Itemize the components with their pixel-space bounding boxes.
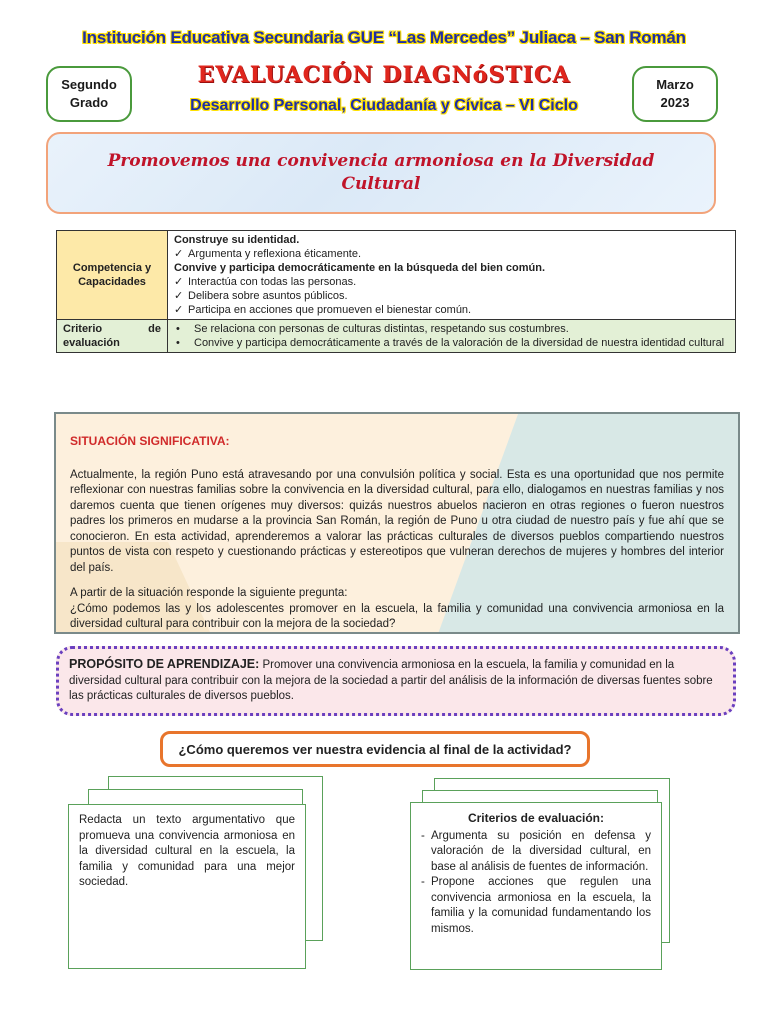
criteria-content xyxy=(168,320,736,353)
task-text: Redacta un texto argumentativo que promueva una convivencia armoniosa en la diversidad cultural en la escuela, la familia y comunidad para una mejor sociedad. xyxy=(79,814,295,888)
criterion-item xyxy=(174,336,729,350)
criterion-item xyxy=(174,322,729,336)
criteria-header-word: evaluación xyxy=(63,337,120,349)
capacity-text: Participa en acciones que promueven el bienestar común. xyxy=(188,304,472,316)
criteria-header xyxy=(57,320,168,353)
situation-box xyxy=(54,412,740,634)
subject-title: Desarrollo Personal, Ciudadanía y Cívica – VI Ciclo xyxy=(190,97,578,114)
capacity-text: Delibera sobre asuntos públicos. xyxy=(188,290,348,302)
check-icon: ✓ xyxy=(174,290,184,302)
learning-purpose-box xyxy=(56,646,736,716)
criteria-item xyxy=(421,829,651,876)
criterion-text: Convive y participa democráticamente a través de la valoración de la diversidad de nuestra identidad cultural xyxy=(194,337,725,349)
date-badge xyxy=(632,66,718,122)
criteria-item-text: Argumenta su posición en defensa y valoración de la diversidad cultural, en base al análisis de fuentes de información. xyxy=(431,829,651,873)
bullet-icon: • xyxy=(176,337,180,349)
check-icon: ✓ xyxy=(174,248,184,260)
capacity-item xyxy=(174,303,729,317)
criterion-text: Se relaciona con personas de culturas distintas, respetando sus costumbres. xyxy=(194,323,569,335)
dash-mark: - xyxy=(421,829,425,842)
competency-row xyxy=(57,231,736,320)
topic-banner xyxy=(46,132,716,214)
capacity-item xyxy=(174,275,729,289)
grade-line2: Grado xyxy=(69,95,109,110)
criteria-item-text: Propone acciones que regulen una convivencia armoniosa en la escuela, la familia y la comunidad fundamentando los mismos. xyxy=(431,876,651,935)
situation-prompt-text: A partir de la situación responde la siguiente pregunta: xyxy=(70,587,348,599)
capacity-item xyxy=(174,247,729,261)
criteria-card xyxy=(410,802,662,970)
situation-prompt xyxy=(70,586,724,633)
competency-content xyxy=(168,231,736,320)
criteria-paper-stack xyxy=(410,778,670,970)
purpose-label: PROPÓSITO DE APRENDIZAJE: xyxy=(69,657,260,671)
capacity-text: Interactúa con todas las personas. xyxy=(188,276,357,288)
purpose-text: Promover una convivencia armoniosa en la escuela, la familia y comunidad en la diversidad cultural para contribuir con la mejora de la sociedad a partir del análisis de la información de diversas fuentes sobre las prácticas culturales de diversos pueblos. xyxy=(69,659,713,702)
topic-title: Promovemos una convivencia armoniosa en la Diversidad Cultural xyxy=(107,151,655,194)
criteria-header-word: de xyxy=(148,323,161,335)
task-paper-stack xyxy=(68,776,323,971)
bullet-icon: • xyxy=(176,323,180,335)
competency-1-title: Construye su identidad. xyxy=(174,234,300,246)
capacity-text: Argumenta y reflexiona éticamente. xyxy=(188,248,362,260)
task-card xyxy=(68,804,306,969)
criteria-row xyxy=(57,320,736,353)
criteria-title: Criterios de evaluación: xyxy=(467,811,605,825)
competency-2-title: Convive y participa democráticamente en la búsqueda del bien común. xyxy=(174,262,546,274)
situation-question: ¿Cómo podemos las y los adolescentes promover en la escuela, la familia y comunidad una convivencia armoniosa en la diversidad cultural para contribuir con la mejora de la sociedad? xyxy=(70,602,724,630)
institution-title: Institución Educativa Secundaria GUE “Las Mercedes” Juliaca – San Román xyxy=(82,28,686,47)
date-year: 2023 xyxy=(660,95,690,110)
competency-table xyxy=(56,230,736,353)
date-month: Marzo xyxy=(656,77,694,92)
situation-title: SITUACIÓN SIGNIFICATIVA: xyxy=(70,434,230,448)
evaluation-title: EVALUACIÓN DIAGNóSTICA xyxy=(197,62,571,88)
criteria-header-word: Criterio xyxy=(63,323,103,335)
grade-line1: Segundo xyxy=(61,77,117,92)
competency-header: Competencia y Capacidades xyxy=(57,231,168,320)
dash-mark: - xyxy=(421,876,425,888)
check-icon: ✓ xyxy=(174,304,184,316)
situation-paragraph: Actualmente, la región Puno está atravesando por una convulsión política y social. Esta es una oportunidad que nos permite reflexionar con nuestras familias sobre la convivencia en la diversidad cultural, para ello, dialogamos en nuestras familias y nos daremos cuenta que tienen orígenes muy diversos: quizás nuestros abuelos nacieron en otras regiones o fueron nuestros padres los primeros en mudarse a la provincia San Román, la región de Puno u otra ciudad de nuestro país y fue ahí que se conocieron. En esta actividad, aprenderemos a valorar las prácticas culturales de diversos pueblos compartiendo nuestros puntos de vista con respeto y cuestionando prácticas y estereotipos que vulneran derechos de mujeres y hombres del interior del país. xyxy=(70,468,724,574)
criteria-item xyxy=(421,875,651,937)
evidence-question: ¿Cómo queremos ver nuestra evidencia al final de la actividad? xyxy=(160,731,590,767)
check-icon: ✓ xyxy=(174,276,184,288)
capacity-item xyxy=(174,289,729,303)
